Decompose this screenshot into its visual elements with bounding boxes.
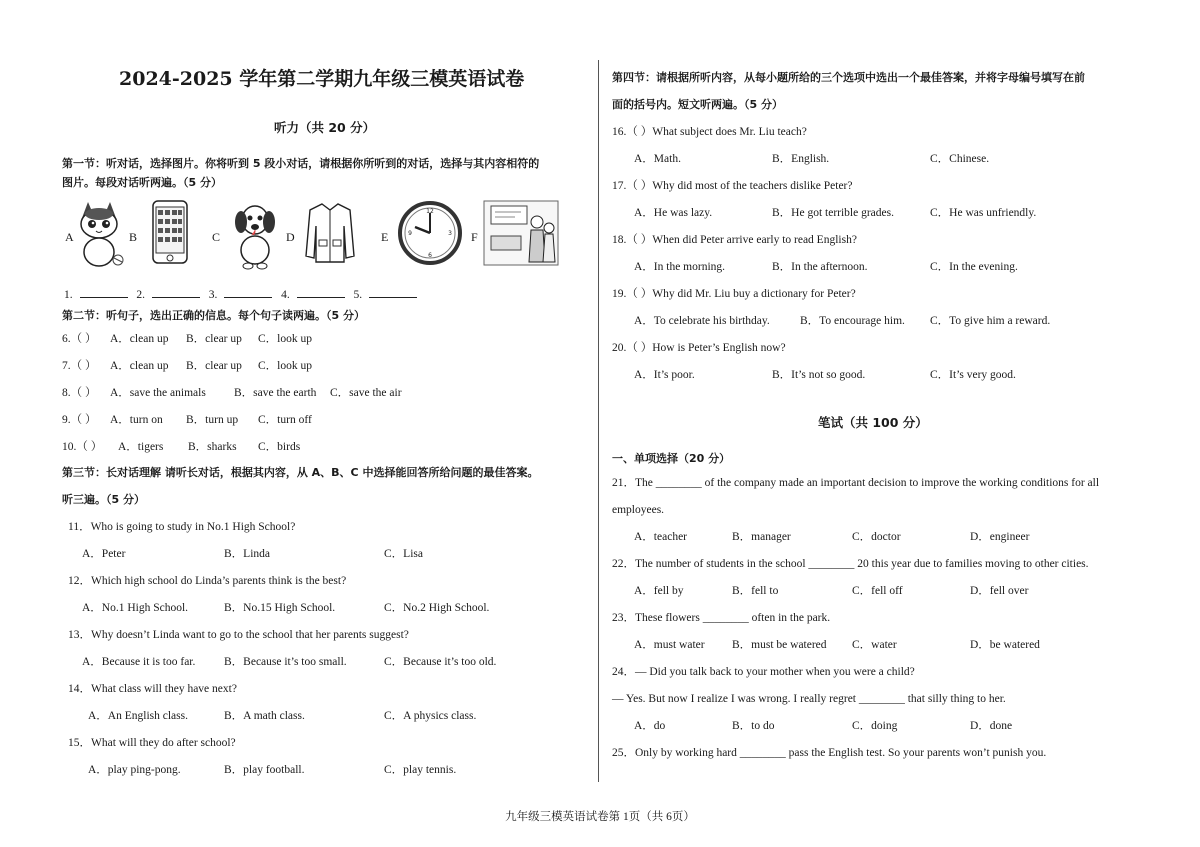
svg-text:6: 6 [428, 252, 432, 259]
pic-label-a: A [65, 230, 74, 244]
option-c: C．play tennis. [384, 764, 457, 776]
option-b: B．English. [772, 153, 830, 165]
sec1-instruction: 第一节：听对话，选择图片。你将听到 5 段小对话，请根据你所听到的对话，选择与其内容相符的 [62, 157, 540, 170]
option-b: B．He got terrible grades. [772, 207, 894, 219]
blank-label-5: 5. [353, 289, 363, 301]
option-b: B．clear up [186, 333, 242, 345]
question-20: 20.（ ）How is Peter’s English now? [612, 342, 786, 354]
svg-text:9: 9 [408, 230, 412, 237]
option-c: C．save the air [330, 387, 402, 399]
option-b: B．turn up [186, 414, 239, 426]
option-b: B．Linda [224, 548, 270, 560]
option-d: D．be watered [970, 639, 1040, 651]
svg-text:12: 12 [426, 208, 434, 215]
option-a: A．An English class. [88, 710, 188, 722]
question-21-cont: employees. [612, 504, 665, 516]
option-b: B．fell to [732, 585, 779, 597]
exam-title: 2024-2025 学年第二学期九年级三模英语试卷 [119, 68, 525, 90]
option-a: A．fell by [634, 585, 684, 597]
option-c: C．In the evening. [930, 261, 1018, 273]
option-c: C．doctor [852, 531, 901, 543]
column-divider [598, 60, 599, 782]
sec2-instruction: 第二节：听句子，选出正确的信息。每个句子读两遍。（5 分） [62, 309, 365, 322]
option-c: C．He was unfriendly. [930, 207, 1037, 219]
option-a: A．must water [634, 639, 705, 651]
sec4-instruction-2: 面的括号内。短文听两遍。（5 分） [612, 98, 783, 111]
question-15: 15．What will they do after school? [68, 737, 236, 749]
option-c: C．No.2 High School. [384, 602, 490, 614]
question-19: 19.（ ）Why did Mr. Liu buy a dictionary for Peter? [612, 288, 856, 300]
option-b: B．must be watered [732, 639, 827, 651]
sec3-instruction-2: 听三遍。（5 分） [62, 493, 145, 506]
question-22: 22．The number of students in the school ________ 20 this year due to families moving to other cities. [612, 558, 1089, 570]
clock-icon [398, 200, 462, 266]
option-a: A．save the animals [110, 387, 206, 399]
question-18: 18.（ ）When did Peter arrive early to read English? [612, 234, 857, 246]
jacket-icon [304, 200, 356, 266]
option-b: B．A math class. [224, 710, 305, 722]
question-12: 12．Which high school do Linda’s parents think is the best? [68, 575, 347, 587]
option-b: B．save the earth [234, 387, 317, 399]
sec1-instruction-2: 图片。每段对话听两遍。（5 分） [62, 176, 222, 189]
option-c: C．To give him a reward. [930, 315, 1051, 327]
option-c: C．It’s very good. [930, 369, 1016, 381]
pic-label-f: F [471, 230, 478, 244]
blank-label-3: 3. [208, 289, 218, 301]
option-a: A．To celebrate his birthday. [634, 315, 770, 327]
pic-label-d: D [286, 230, 295, 244]
listening-heading: 听力（共 20 分） [274, 120, 376, 135]
option-c: C．look up [258, 360, 312, 372]
option-d: D．fell over [970, 585, 1029, 597]
option-a: A．clean up [110, 360, 169, 372]
blank-label-1: 1. [64, 289, 73, 301]
question-24-reply: — Yes. But now I realize I was wrong. I really regret ________ that silly thing to her. [612, 693, 1006, 705]
option-a: A．clean up [110, 333, 169, 345]
page-footer: 九年级三模英语试卷第 1页（共 6页） [505, 811, 695, 823]
option-c: C．look up [258, 333, 312, 345]
question-13: 13．Why doesn’t Linda want to go to the school that her parents suggest? [68, 629, 409, 641]
blank-4[interactable] [297, 297, 345, 298]
phone-icon [152, 200, 188, 264]
option-b: B．to do [732, 720, 775, 732]
answer-blanks [64, 288, 423, 302]
option-d: D．done [970, 720, 1013, 732]
option-b: B．manager [732, 531, 791, 543]
question-14: 14．What class will they have next? [68, 683, 237, 695]
blank-1[interactable] [80, 297, 128, 298]
option-b: B．sharks [188, 441, 237, 453]
question-17: 17.（ ）Why did most of the teachers dislike Peter? [612, 180, 853, 192]
pic-label-c: C [212, 230, 221, 244]
option-c: C．Chinese. [930, 153, 990, 165]
question-11: 11．Who is going to study in No.1 High School? [68, 521, 296, 533]
option-c: C．birds [258, 441, 301, 453]
picture-row [62, 200, 588, 280]
question-24: 24．— Did you talk back to your mother when you were a child? [612, 666, 915, 678]
option-b: B．To encourage him. [800, 315, 905, 327]
option-a: A．Because it is too far. [82, 656, 196, 668]
option-a: A．In the morning. [634, 261, 726, 273]
option-b: B．clear up [186, 360, 242, 372]
option-b: B．play football. [224, 764, 305, 776]
option-b: B．It’s not so good. [772, 369, 866, 381]
option-c: C．fell off [852, 585, 903, 597]
svg-text:3: 3 [448, 230, 452, 237]
part1-heading: 一、单项选择（20 分） [612, 452, 731, 465]
question-16: 16.（ ）What subject does Mr. Liu teach? [612, 126, 807, 138]
option-d: D．engineer [970, 531, 1030, 543]
pic-label-e: E [381, 230, 389, 244]
question-21: 21．The ________ of the company made an important decision to improve the working conditions for all [612, 477, 1100, 489]
option-c: C．doing [852, 720, 898, 732]
option-c: C．Because it’s too old. [384, 656, 497, 668]
blank-label-4: 4. [281, 289, 290, 301]
dog-icon [230, 200, 280, 270]
option-c: C．Lisa [384, 548, 423, 560]
written-heading: 笔试（共 100 分） [818, 415, 928, 430]
option-a: A．turn on [110, 414, 163, 426]
option-a: A．Math. [634, 153, 681, 165]
pic-label-b: B [129, 230, 138, 244]
cat-icon [74, 200, 124, 270]
option-c: C．A physics class. [384, 710, 477, 722]
blank-5[interactable] [369, 297, 417, 298]
sec3-instruction: 第三节：长对话理解 请听长对话，根据其内容，从 A、B、C 中选择能回答所给问题的最佳答案。 [62, 466, 539, 479]
blank-label-2: 2. [136, 289, 145, 301]
question-23: 23．These flowers ________ often in the park. [612, 612, 831, 624]
sec4-instruction: 第四节：请根据所听内容，从每小题所给的三个选项中选出一个最佳答案，并将字母编号填写在前 [612, 71, 1085, 84]
option-b: B．No.15 High School. [224, 602, 336, 614]
option-a: A．No.1 High School. [82, 602, 189, 614]
classroom-scene-icon [483, 200, 559, 266]
option-a: A．Peter [82, 548, 126, 560]
option-a: A．He was lazy. [634, 207, 713, 219]
blank-3[interactable] [224, 297, 272, 298]
option-b: B．In the afternoon. [772, 261, 868, 273]
option-a: A．teacher [634, 531, 687, 543]
question-25: 25．Only by working hard ________ pass the English test. So your parents won’t punish you. [612, 747, 1047, 759]
option-a: A．It’s poor. [634, 369, 695, 381]
option-c: C．water [852, 639, 897, 651]
option-b: B．Because it’s too small. [224, 656, 347, 668]
blank-2[interactable] [152, 297, 200, 298]
option-a: A．tigers [118, 441, 164, 453]
option-a: A．play ping-pong. [88, 764, 181, 776]
option-c: C．turn off [258, 414, 312, 426]
option-a: A．do [634, 720, 666, 732]
